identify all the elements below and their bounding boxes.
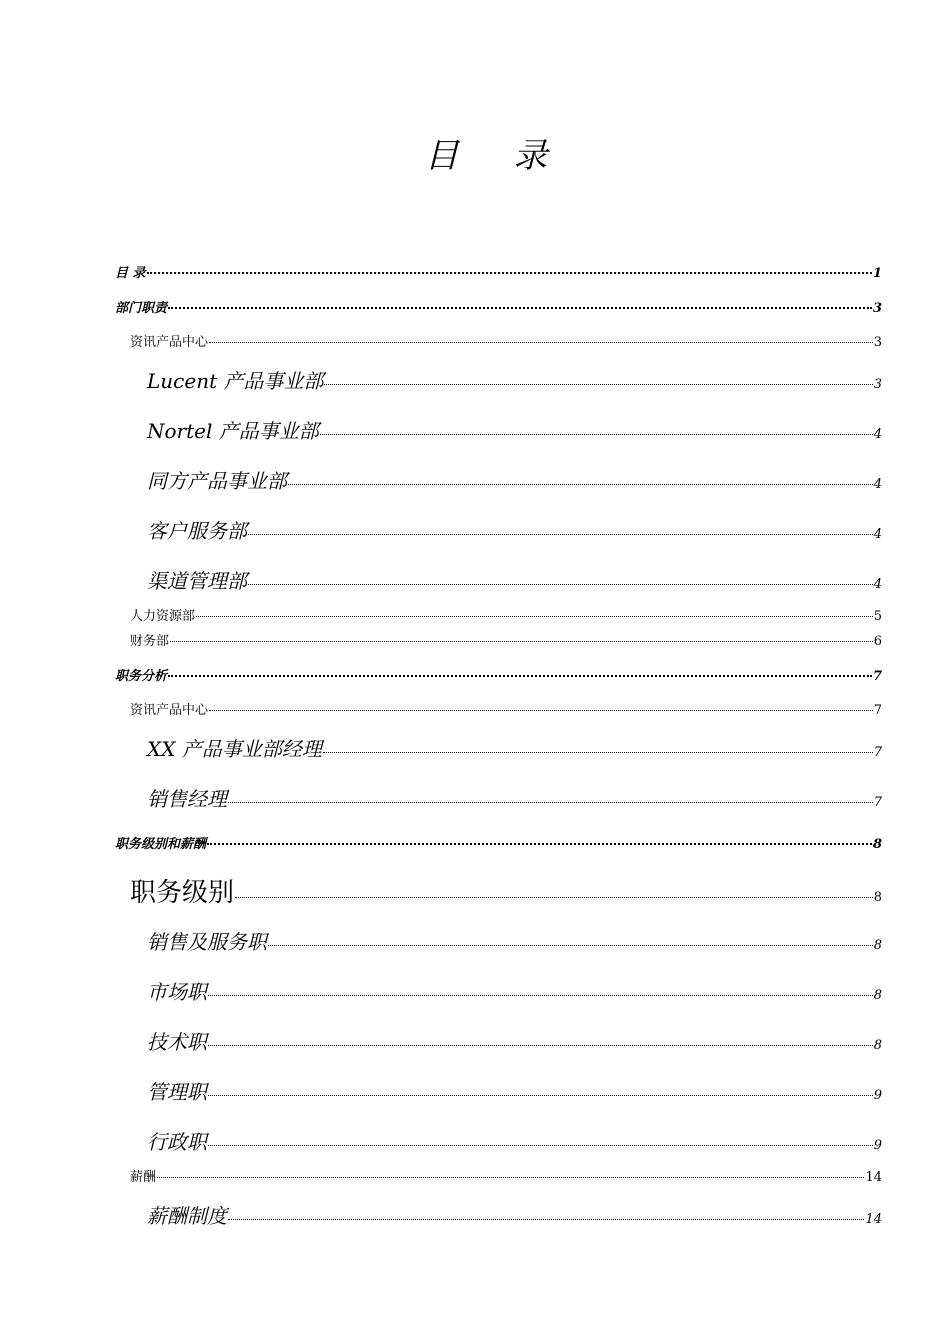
dot-leader [208,1095,873,1096]
toc-entry-page: 8 [872,837,882,852]
toc-entry-label: XX 产品事业部经理 [147,737,322,761]
toc-entry[interactable] [115,262,882,281]
toc-entry[interactable] [147,1200,882,1229]
toc-entry[interactable] [130,699,882,718]
toc-entry-page: 8 [873,988,882,1003]
dot-leader [208,1045,873,1046]
toc-entry-page: 4 [873,527,882,542]
dot-leader [157,1177,864,1178]
toc-entry[interactable] [147,783,882,812]
toc-entry-label: 薪酬 [130,1170,157,1185]
dot-leader [324,384,872,385]
toc-entry-page: 6 [873,634,882,649]
toc-entry-page: 4 [873,577,882,592]
dot-leader [288,484,873,485]
toc-entry-label: 部门职责 [115,301,168,316]
dot-leader [168,675,872,677]
toc-entry-page: 14 [865,1170,882,1185]
toc-entry-page: 7 [873,703,882,718]
toc-entry-page: 8 [873,890,882,905]
toc-entry[interactable] [147,733,882,762]
dot-leader [209,342,873,343]
toc-entry-page: 4 [873,477,882,492]
toc-entry[interactable] [130,630,882,649]
toc-entry[interactable] [130,1166,882,1185]
toc-entry-page: 9 [873,1088,882,1103]
dot-leader [323,752,873,753]
page-title: 目 录 [424,136,570,176]
toc-entry-page: 8 [873,1038,882,1053]
toc-entry-page: 4 [873,427,882,442]
toc-entry-page: 7 [872,669,882,684]
toc-entry-page: 8 [873,938,882,953]
toc-entry[interactable] [147,415,882,444]
toc-entry[interactable] [147,465,882,494]
toc-entry-label: Nortel 产品事业部 [147,419,319,443]
toc-entry[interactable] [147,365,882,394]
toc-entry-label: 行政职 [147,1130,207,1154]
dot-leader [320,434,873,435]
toc-entry-label: 同方产品事业部 [147,469,287,493]
toc-entry-label: 技术职 [147,1030,207,1054]
toc-entry-label: 目 录 [115,266,146,281]
dot-leader [208,995,873,996]
toc-entry-page: 9 [873,1138,882,1153]
toc-entry[interactable] [147,976,882,1005]
toc-entry-page: 3 [873,377,882,392]
dot-leader [248,534,873,535]
toc-entry-page: 3 [872,301,882,316]
toc-entry[interactable] [130,605,882,624]
toc-entry-label: 人力资源部 [130,609,196,624]
toc-entry-label: 职务分析 [115,669,168,684]
toc-entry-label: 市场职 [147,980,207,1004]
dot-leader [170,641,873,642]
toc-entry-label: 职务级别 [130,878,235,908]
toc-entry-label: 销售及服务职 [147,930,267,954]
toc-entry[interactable] [147,515,882,544]
toc-entry-page: 3 [873,335,882,350]
toc-entry-page: 1 [872,266,882,281]
toc-entry[interactable] [147,1026,882,1055]
dot-leader [147,272,872,274]
toc-entry[interactable] [115,665,882,684]
dot-leader [207,843,872,845]
toc-entry[interactable] [130,331,882,350]
dot-leader [248,584,873,585]
toc-entry[interactable] [130,872,882,909]
toc-entry-label: 职务级别和薪酬 [115,837,207,852]
toc-entry[interactable] [147,926,882,955]
toc-entry-label: Lucent 产品事业部 [147,369,324,393]
dot-leader [228,1219,864,1220]
dot-leader [235,897,873,898]
toc-entry-label: 资讯产品中心 [130,703,209,718]
toc-entry[interactable] [147,1126,882,1155]
toc-entry[interactable] [147,1076,882,1105]
toc-entry-label: 薪酬制度 [147,1204,227,1228]
dot-leader [268,945,873,946]
dot-leader [196,616,873,617]
dot-leader [209,710,873,711]
toc-entry-page: 7 [873,795,882,810]
toc-entry-page: 5 [873,609,882,624]
toc-entry-label: 管理职 [147,1080,207,1104]
dot-leader [168,307,872,309]
toc-entry[interactable] [147,565,882,594]
toc-entry-page: 14 [865,1212,882,1227]
toc-entry[interactable] [115,297,882,316]
toc-entry-label: 财务部 [130,634,170,649]
toc-entry[interactable] [115,833,882,852]
toc-entry-label: 资讯产品中心 [130,335,209,350]
dot-leader [228,802,873,803]
dot-leader [208,1145,873,1146]
toc-entry-label: 客户服务部 [147,519,247,543]
toc-entry-page: 7 [873,745,882,760]
toc-entry-label: 渠道管理部 [147,569,247,593]
toc-entry-label: 销售经理 [147,787,227,811]
